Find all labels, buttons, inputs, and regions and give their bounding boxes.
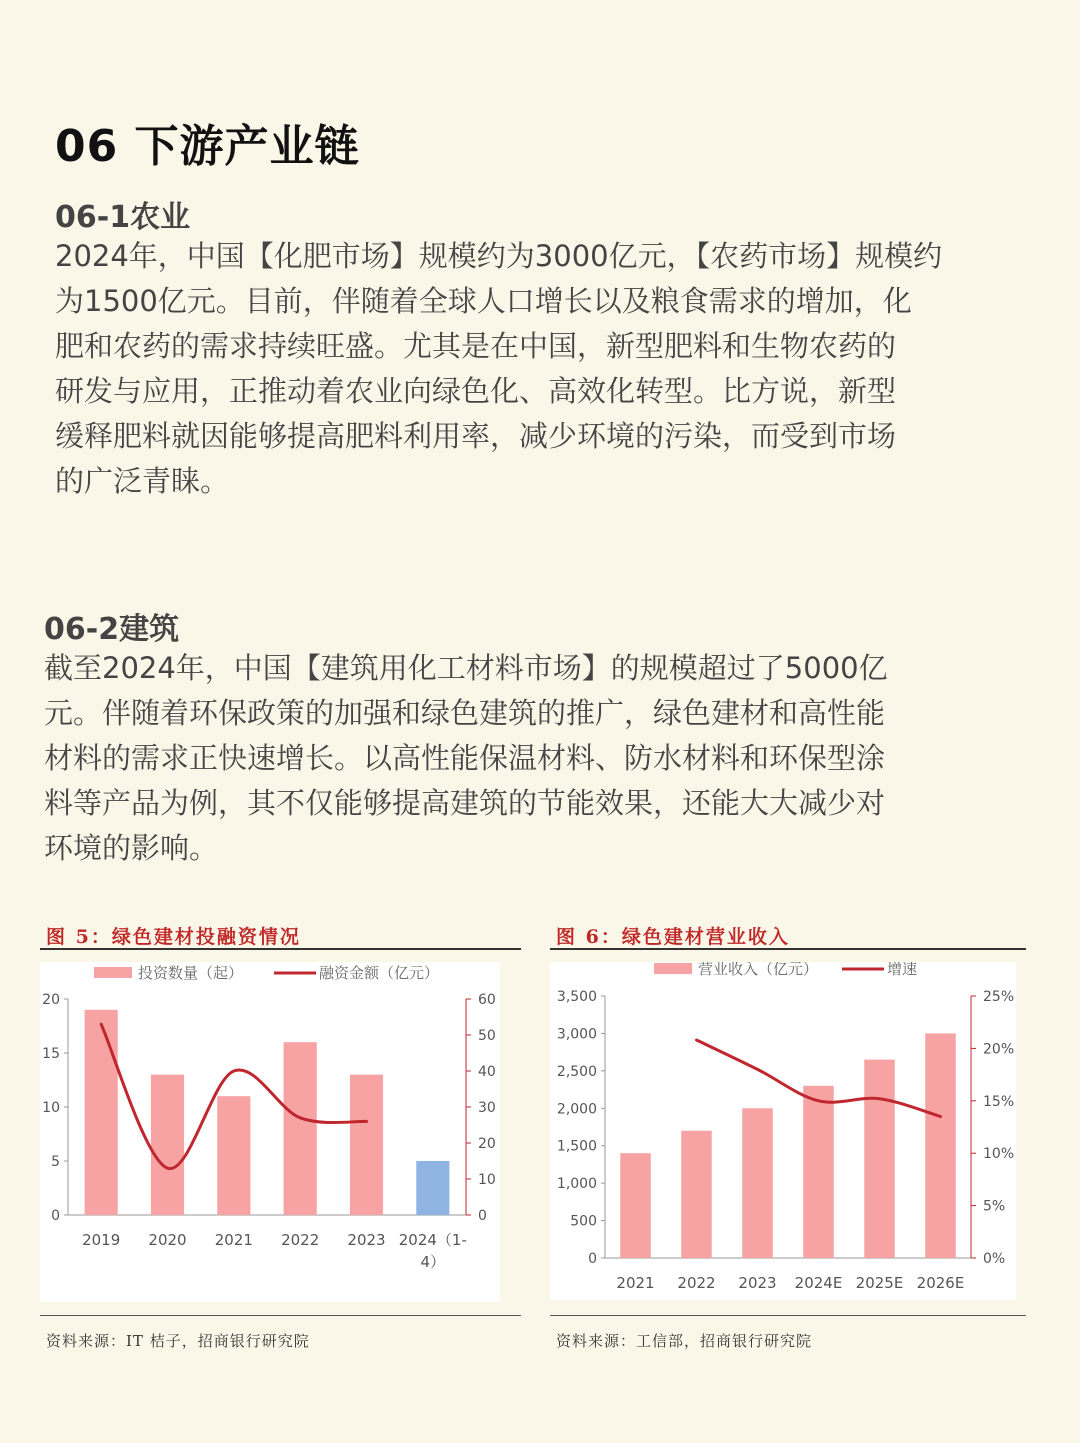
right-axis-tick-label: 20 (478, 1136, 496, 1152)
figure-6-source: 资料来源：工信部，招商银行研究院 (556, 1332, 813, 1350)
figure-5-top-rule (40, 948, 521, 950)
legend-line-label: 增速 (887, 962, 918, 978)
figure-5-source: 资料来源：IT 桔子，招商银行研究院 (46, 1332, 310, 1350)
x-axis-tick-label: 4） (420, 1253, 446, 1271)
bar (85, 1010, 118, 1215)
section-body-construction (44, 646, 994, 871)
x-axis-tick-label: 2024E (794, 1274, 843, 1292)
left-axis-tick-label: 10 (42, 1100, 60, 1116)
bar (284, 1042, 317, 1215)
left-axis-tick-label: 1,000 (556, 1176, 597, 1193)
bar (151, 1075, 184, 1215)
right-axis-tick-label: 25% (983, 989, 1015, 1005)
body-line: 环境的影响。 (44, 831, 219, 865)
legend-line-label: 融资金额（亿元） (319, 964, 440, 982)
right-axis-tick-label: 5% (983, 1198, 1006, 1215)
section-heading-agriculture: 06-1农业 (55, 200, 191, 235)
body-line: 肥和农药的需求持续旺盛。尤其是在中国，新型肥料和生物农药的 (55, 329, 897, 363)
left-axis-tick-label: 20 (42, 992, 60, 1008)
x-axis-tick-label: 2021 (616, 1274, 655, 1292)
body-line: 的广泛青睐。 (55, 464, 230, 498)
right-axis-tick-label: 10 (478, 1172, 496, 1188)
x-axis-tick-label: 2022 (281, 1231, 320, 1249)
left-axis-tick-label: 0 (588, 1251, 597, 1267)
x-axis-tick-label: 2021 (214, 1231, 253, 1249)
left-axis-tick-label: 1,500 (556, 1138, 597, 1155)
x-axis-tick-label: 2019 (82, 1231, 121, 1249)
body-line: 缓释肥料就因能够提高肥料利用率，减少环境的污染，而受到市场 (55, 419, 897, 453)
right-axis-tick-label: 20% (983, 1041, 1015, 1058)
right-axis-tick-label: 0% (983, 1251, 1006, 1267)
bar (742, 1108, 773, 1258)
legend-bar-label: 投资数量（起） (138, 964, 244, 982)
section-body-agriculture (55, 234, 1050, 504)
legend-bar-label: 营业收入（亿元） (698, 962, 819, 978)
x-axis-tick-label: 2025E (855, 1274, 904, 1292)
right-axis-tick-label: 40 (478, 1064, 496, 1080)
body-line: 研发与应用，正推动着农业向绿色化、高效化转型。比方说，新型 (55, 374, 897, 408)
left-axis-tick-label: 500 (570, 1213, 597, 1230)
x-axis-tick-label: 2026E (916, 1274, 965, 1292)
right-axis-tick-label: 50 (478, 1028, 496, 1044)
x-axis-tick-label: 2020 (148, 1231, 187, 1249)
bar (803, 1086, 834, 1258)
figure-6-top-rule (550, 948, 1026, 950)
figure-6-title: 图 6：绿色建材营业收入 (556, 926, 790, 948)
left-axis-tick-label: 2,000 (556, 1101, 597, 1118)
body-line: 元。伴随着环保政策的加强和绿色建筑的推广，绿色建材和高性能 (44, 696, 886, 730)
bar (681, 1131, 712, 1258)
figure-5-chart-area (40, 962, 500, 1302)
bar (620, 1153, 651, 1258)
x-axis-tick-label: 2022 (677, 1274, 716, 1292)
legend-bar-swatch (654, 963, 692, 974)
legend-bar-swatch (94, 967, 132, 978)
left-axis-tick-label: 2,500 (556, 1063, 597, 1080)
figure-6-bottom-rule (550, 1315, 1026, 1316)
left-axis-tick-label: 3,000 (556, 1026, 597, 1043)
right-axis-tick-label: 10% (983, 1146, 1015, 1163)
x-axis-tick-label: 2023 (347, 1231, 386, 1249)
section-heading-construction: 06-2建筑 (44, 612, 180, 647)
x-axis-tick-label: 2024（1- (398, 1231, 467, 1249)
figure-5-chart (40, 962, 500, 1302)
figure-6-chart-area (550, 962, 1016, 1300)
right-axis-tick-label: 60 (478, 992, 496, 1008)
figure-5-bottom-rule (40, 1315, 521, 1316)
body-line: 材料的需求正快速增长。以高性能保温材料、防水材料和环保型涂 (44, 741, 886, 775)
right-axis-tick-label: 30 (478, 1100, 496, 1116)
body-line: 料等产品为例，其不仅能够提高建筑的节能效果，还能大大减少对 (44, 786, 886, 820)
bar (416, 1161, 449, 1215)
body-line: 为1500亿元。目前，伴随着全球人口增长以及粮食需求的增加，化 (55, 284, 912, 318)
figure-6-chart (550, 962, 1016, 1300)
left-axis-tick-label: 3,500 (556, 989, 597, 1005)
bar (217, 1096, 250, 1215)
body-line: 截至2024年，中国【建筑用化工材料市场】的规模超过了5000亿 (44, 651, 888, 685)
bar (864, 1060, 895, 1258)
body-line: 2024年，中国【化肥市场】规模约为3000亿元，【农药市场】规模约 (55, 239, 943, 273)
bar (350, 1075, 383, 1215)
left-axis-tick-label: 15 (42, 1046, 60, 1062)
right-axis-tick-label: 0 (478, 1208, 487, 1224)
left-axis-tick-label: 0 (51, 1208, 60, 1224)
right-axis-tick-label: 15% (983, 1093, 1015, 1110)
figure-5-title: 图 5：绿色建材投融资情况 (46, 926, 301, 948)
left-axis-tick-label: 5 (51, 1154, 60, 1170)
bar (925, 1033, 956, 1258)
page-title: 06 下游产业链 (55, 121, 360, 172)
x-axis-tick-label: 2023 (738, 1274, 777, 1292)
